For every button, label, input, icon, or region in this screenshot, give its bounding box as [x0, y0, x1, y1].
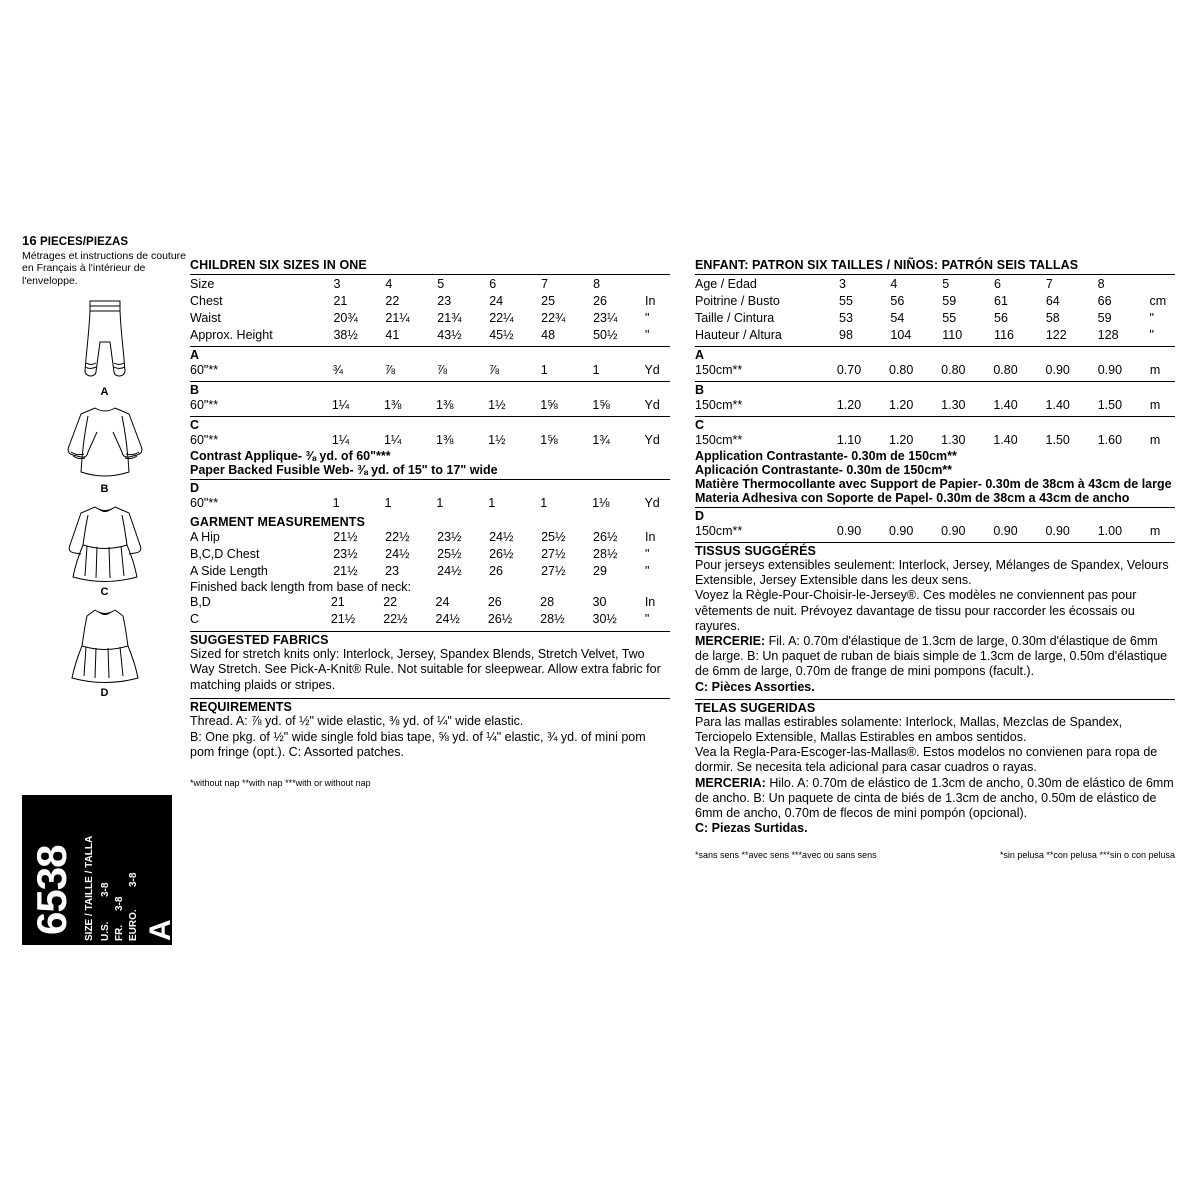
- euro-label: EURO.: [128, 909, 139, 941]
- unit-cell: ": [1149, 328, 1154, 342]
- cell: 1: [384, 496, 392, 510]
- cell: 1: [488, 496, 496, 510]
- view-b-name-metric: B: [695, 383, 705, 397]
- figure-b: [22, 402, 187, 495]
- view-b-yardage: [190, 397, 670, 414]
- cell: 8: [593, 277, 601, 291]
- figure-d: [22, 602, 187, 699]
- unit-cell: Yd: [644, 398, 660, 412]
- english-spec-table: [190, 258, 670, 788]
- cell: 22½: [383, 612, 408, 626]
- table-row: [695, 397, 1175, 414]
- size-labels: [82, 801, 177, 941]
- row-label: B,C,D Chest: [190, 547, 260, 561]
- cell: 26: [489, 564, 504, 578]
- table-row: [190, 495, 670, 512]
- cell: 23: [385, 564, 400, 578]
- pieces-label: PIECES/PIEZAS: [39, 236, 129, 248]
- merceria-c-line: C: Piezas Surtidas.: [695, 821, 808, 836]
- cell: 1¼: [331, 398, 350, 412]
- cell: 116: [994, 328, 1014, 342]
- pattern-number-block: [22, 795, 177, 945]
- unit-cell: ": [645, 547, 650, 561]
- english-footnotes: *without nap **with nap ***with or without nap: [190, 778, 371, 789]
- table-row: [190, 563, 670, 580]
- cell: 24: [435, 595, 450, 609]
- cell: 1.50: [1045, 433, 1070, 447]
- cell: 122: [1045, 328, 1067, 342]
- cell: 21¼: [385, 311, 410, 325]
- english-table-title: CHILDREN SIX SIZES IN ONE: [190, 258, 367, 272]
- table-row: [190, 529, 670, 546]
- cell: 21: [333, 294, 348, 308]
- cell: 25: [541, 294, 556, 308]
- footnotes-fr: *sans sens **avec sens ***avec ou sans sens: [695, 850, 877, 861]
- cell: 6: [489, 277, 497, 291]
- cell: 22: [383, 595, 398, 609]
- cell: ¾: [332, 363, 344, 377]
- row-label: Chest: [190, 294, 223, 308]
- cell: 59: [942, 294, 957, 308]
- cell: 55: [839, 294, 853, 308]
- euro-range: 3-8: [128, 872, 139, 887]
- cell: 1.50: [1097, 398, 1123, 412]
- unit-cell: m: [1149, 524, 1161, 538]
- unit-cell: [1150, 276, 1175, 293]
- pieces-count-line: [22, 233, 187, 248]
- cell: 28½: [540, 612, 565, 626]
- suggested-fabrics-title: SUGGESTED FABRICS: [190, 633, 329, 647]
- unit-cell: ": [1149, 311, 1154, 325]
- figure-c: [22, 499, 187, 598]
- row-label: Approx. Height: [190, 328, 273, 342]
- cell: 3: [839, 277, 846, 291]
- cell: 0.90: [993, 524, 1018, 538]
- cell: 28½: [593, 547, 618, 561]
- requirements-line-2: B: One pkg. of ½" wide single fold bias tape, ⅝ yd. of ¼" elastic, ¾ yd. of mini pom pom fringe (opt.). C: Assorted patches.: [190, 729, 646, 760]
- view-c-metrage: [695, 432, 1175, 449]
- tissus-suggeres-title: TISSUS SUGGÉRÉS: [695, 544, 816, 558]
- table-row: [695, 362, 1175, 379]
- unit-cell: In: [644, 595, 656, 609]
- cell: 7: [1045, 277, 1053, 291]
- cell: 22¾: [541, 311, 566, 325]
- contrast-applique-es: Aplicación Contrastante- 0.30m de 150cm**: [695, 463, 953, 477]
- cell: 23¼: [593, 311, 618, 325]
- suggested-fabrics-text: Sized for stretch knits only: Interlock, Jersey, Spandex Blends, Stretch Velvet, Two Way Stretch. See Pick-A-Knit® Rule. Not suitable for sleepwear. Allow extra fabric for matching plaids or stripes.: [190, 647, 661, 692]
- table-row: [190, 397, 670, 414]
- cell: 1¼: [331, 433, 350, 447]
- cell: 21: [330, 595, 345, 609]
- fabric-width: 60"**: [190, 433, 219, 447]
- cell: 0.90: [1097, 363, 1123, 377]
- mercerie-c-line: C: Pièces Assorties.: [695, 679, 815, 694]
- cell: 23: [437, 294, 452, 308]
- cell: 7: [541, 277, 549, 291]
- cell: 25½: [437, 547, 462, 561]
- unit-cell: cm: [1149, 294, 1167, 308]
- cell: 30½: [592, 612, 617, 626]
- fabric-width: 150cm**: [695, 398, 743, 412]
- cell: 0.90: [836, 524, 862, 538]
- table-row: [695, 432, 1175, 449]
- view-b-metrage: [695, 397, 1175, 414]
- cell: 22½: [385, 530, 410, 544]
- cell: 1⅝: [540, 398, 558, 412]
- cell: 1: [540, 496, 548, 510]
- row-label: Age / Edad: [695, 277, 757, 291]
- cell: 24½: [435, 612, 460, 626]
- cell: ⅞: [436, 363, 448, 377]
- cell: 21½: [333, 564, 358, 578]
- row-label: A Side Length: [190, 564, 268, 578]
- table-row: [190, 327, 670, 344]
- cell: 22: [385, 294, 400, 308]
- footnotes-es: *sin pelusa **con pelusa ***sin o con pelusa: [999, 850, 1175, 861]
- cell: 110: [942, 328, 963, 342]
- figure-c-label: C: [100, 586, 109, 599]
- fabric-width: 60"**: [190, 496, 219, 510]
- view-a-name: A: [190, 348, 200, 362]
- tissus-suggeres-text: Pour jerseys extensibles seulement: Interlock, Jersey, Mélanges de Spandex, Velours Extensible, Jersey Extensible dans les deux sens.: [695, 558, 1169, 588]
- cell: 21½: [330, 612, 356, 626]
- row-label: Size: [190, 277, 215, 291]
- unit-cell: m: [1149, 363, 1161, 377]
- cell: 1.60: [1097, 433, 1123, 447]
- requirements-title: REQUIREMENTS: [190, 700, 292, 715]
- cell: 30: [592, 595, 607, 609]
- cell: 3: [333, 277, 341, 291]
- cell: 0.90: [1045, 363, 1070, 377]
- cell: 27½: [541, 547, 566, 561]
- french-spanish-spec-table: [695, 258, 1175, 860]
- unit-cell: [645, 276, 670, 293]
- cell: 24½: [385, 547, 410, 561]
- long-sleeve-dress-illustration: [51, 499, 159, 585]
- fr-range: 3-8: [114, 896, 125, 911]
- metric-size-table: [695, 276, 1175, 344]
- cell: ⅞: [384, 363, 396, 377]
- unit-cell: Yd: [644, 496, 660, 510]
- mercerie-text: Fil. A: 0.70m d'élastique de 1.3cm de large, 0.30m d'élastique de 6mm de large. B: Un paquet de ruban de biais simple de 1.3cm de large, 0.50m d'élastique de 6mm de large, 0.70m de frange de mini pompons (facult.).: [695, 634, 1168, 679]
- cell: 1.30: [941, 398, 966, 412]
- unit-cell: m: [1149, 433, 1161, 447]
- cell: 104: [890, 328, 912, 342]
- leggings-illustration: [60, 297, 150, 385]
- cell: 1.40: [993, 398, 1018, 412]
- unit-cell: Yd: [644, 363, 660, 377]
- table-row: [190, 594, 670, 611]
- table-row: [695, 276, 1175, 293]
- size-label: SIZE / TAILLE / TALLA: [84, 835, 95, 941]
- requirements-line-1: Thread. A: ⅞ yd. of ½" wide elastic, ⅜ yd. of ¼" wide elastic.: [190, 714, 524, 729]
- cell: 0.80: [941, 363, 966, 377]
- cell: 24½: [437, 564, 462, 578]
- cell: 21½: [333, 530, 358, 544]
- cell: 38½: [333, 328, 358, 342]
- cell: 0.90: [889, 524, 914, 538]
- cell: 26½: [593, 530, 618, 544]
- cell: 1: [592, 363, 600, 377]
- cell: 98: [839, 328, 853, 342]
- view-c-yardage: [190, 432, 670, 449]
- cell: 5: [942, 277, 950, 291]
- figure-list: [22, 297, 187, 699]
- cell: 1.30: [941, 433, 966, 447]
- telas-sugeridas-text: Para las mallas estirables solamente: Interlock, Mallas, Mezclas de Spandex, Terciopelo Extensible, Mallas Estirables en ambos sentidos.: [695, 714, 1123, 745]
- cell: 56: [994, 311, 1008, 325]
- view-a-yardage: [190, 362, 670, 379]
- cell: 1: [540, 363, 548, 377]
- cell: 43½: [437, 328, 462, 342]
- french-note: Métrages et instructions de couture en Français à l'intérieur de l'enveloppe.: [22, 250, 187, 287]
- cell: 66: [1097, 294, 1112, 308]
- cell: 22¼: [489, 311, 514, 325]
- cell: 1¾: [592, 433, 610, 447]
- cell: 21¾: [437, 311, 462, 325]
- cell: 55: [942, 311, 957, 325]
- contrast-applique-fr: Application Contrastante- 0.30m de 150cm**: [695, 449, 957, 463]
- cell: 25½: [541, 530, 566, 544]
- table-row: [695, 327, 1175, 344]
- cell: 1: [332, 496, 340, 510]
- cell: 8: [1097, 277, 1105, 291]
- cell: 1: [436, 496, 444, 510]
- tissus-suggeres-note: Voyez la Règle-Pour-Choisir-le-Jersey®. Ces modèles ne conviennent pas pour vêtements de nuit. Prévoyez davantage de tissu pour raccorder les écossais ou rayures.: [695, 588, 1137, 633]
- cell: 26: [593, 294, 607, 308]
- row-label: Poitrine / Busto: [695, 294, 780, 308]
- cell: 1.10: [836, 433, 862, 447]
- view-a-metrage: [695, 362, 1175, 379]
- cell: 61: [994, 294, 1008, 308]
- cell: 26: [487, 595, 502, 609]
- table-row: [190, 293, 670, 310]
- view-c-name-metric: C: [695, 418, 705, 432]
- cell: 1.40: [993, 433, 1018, 447]
- metric-footnotes: [695, 850, 1175, 860]
- cell: 50½: [593, 328, 618, 342]
- fr-label: FR.: [114, 924, 125, 941]
- cell: 0.80: [889, 363, 914, 377]
- figure-b-label: B: [100, 483, 109, 496]
- unit-cell: Yd: [644, 433, 660, 447]
- table-row: [190, 276, 670, 293]
- fusible-web-es: Materia Adhesiva con Soporte de Papel- 0.30m de 38cm a 43cm de ancho: [695, 491, 1130, 505]
- figure-d-label: D: [100, 687, 109, 700]
- table-row: [695, 310, 1175, 327]
- pieces-count: 16: [22, 233, 37, 248]
- cell: 1½: [488, 398, 506, 412]
- cell: 58: [1045, 311, 1060, 325]
- unit-cell: ": [644, 311, 650, 325]
- unit-cell: ": [644, 612, 650, 626]
- cell: 56: [890, 294, 905, 308]
- view-d-name: D: [190, 481, 200, 495]
- table-row: [190, 362, 670, 379]
- cell: 48: [541, 328, 556, 342]
- cell: 0.70: [836, 363, 862, 377]
- cell: 54: [890, 311, 905, 325]
- french-spanish-table-title: ENFANT: PATRON SIX TAILLES / NIÑOS: PATRÓN SEIS TALLAS: [695, 258, 1079, 272]
- cell: 20¾: [333, 311, 358, 325]
- view-c-name: C: [190, 418, 200, 432]
- cell: 24: [489, 294, 504, 308]
- cell: ⅞: [488, 363, 500, 377]
- cell: 1.20: [889, 433, 914, 447]
- cell: 0.90: [1045, 524, 1070, 538]
- fabric-width: 150cm**: [695, 433, 743, 447]
- size-letter: A: [144, 919, 177, 941]
- cell: 27½: [541, 564, 566, 578]
- mercerie-label: MERCERIE:: [695, 634, 766, 649]
- fabric-width: 150cm**: [695, 524, 743, 538]
- cell: 1⅛: [592, 496, 610, 510]
- cell: 4: [385, 277, 393, 291]
- row-label: Waist: [190, 311, 221, 325]
- cell: 23½: [333, 547, 358, 561]
- row-label: Hauteur / Altura: [695, 328, 782, 342]
- view-d-yardage: [190, 495, 670, 512]
- fusible-web-line: Paper Backed Fusible Web- ⅜ yd. of 15" to 17" wide: [190, 463, 498, 477]
- cell: 1.20: [889, 398, 914, 412]
- cell: 128: [1097, 328, 1119, 342]
- figure-a: [22, 297, 187, 398]
- finished-length-note: Finished back length from base of neck:: [190, 580, 411, 594]
- unit-cell: ": [644, 328, 650, 342]
- row-label: B,D: [190, 595, 211, 609]
- table-row: [190, 546, 670, 563]
- cell: 1⅝: [540, 433, 558, 447]
- cell: 0.80: [993, 363, 1018, 377]
- unit-cell: ": [645, 564, 650, 578]
- garment-measurements-title: GARMENT MEASUREMENTS: [190, 515, 365, 529]
- contrast-applique-line: Contrast Applique- ⅜ yd. of 60"***: [190, 449, 391, 463]
- cell: 1⅜: [383, 398, 402, 412]
- merceria-label: MERCERIA:: [695, 775, 766, 790]
- cell: 5: [437, 277, 445, 291]
- view-d-metrage: [695, 523, 1175, 540]
- cell: 59: [1097, 311, 1112, 325]
- cell: 6: [994, 277, 1001, 291]
- row-label: C: [190, 612, 200, 626]
- telas-sugeridas-note: Vea la Regla-Para-Escoger-las-Mallas®. Estos modelos no convienen para ropa de dormir. Se necesita tela adicional para casar cuadros o rayas.: [695, 745, 1158, 775]
- view-d-name-metric: D: [695, 509, 705, 523]
- cell: 23½: [437, 530, 462, 544]
- cell: 64: [1045, 294, 1060, 308]
- mercerie-line: [695, 634, 1175, 680]
- cell: 0.90: [941, 524, 966, 538]
- us-label: U.S.: [100, 921, 111, 941]
- cell: 45½: [489, 328, 514, 342]
- merceria-line: [695, 776, 1175, 822]
- sleeveless-dress-illustration: [51, 602, 159, 686]
- row-label: A Hip: [190, 530, 220, 544]
- merceria-text: Hilo. A: 0.70m de elástico de 1.3cm de ancho, 0.30m de elástico de 6mm de ancho. B: Un paquete de cinta de biés de 1.3cm de ancho, 0.50m de elástico de 6mm de ancho, 0.70m de flecos de mini pompón (opcional).: [695, 775, 1174, 821]
- left-panel: [22, 233, 187, 703]
- table-row: [190, 310, 670, 327]
- fabric-width: 60"**: [190, 398, 219, 412]
- view-a-name-metric: A: [695, 348, 705, 362]
- table-row: [190, 611, 670, 628]
- fabric-width: 150cm**: [695, 363, 743, 377]
- unit-cell: m: [1149, 398, 1161, 412]
- table-row: [695, 293, 1175, 310]
- cell: 1¼: [383, 433, 402, 447]
- cell: 1.00: [1097, 524, 1123, 538]
- cell: 4: [890, 277, 898, 291]
- table-row: [190, 432, 670, 449]
- english-size-table: [190, 276, 670, 344]
- cell: 26½: [489, 547, 514, 561]
- figure-a-label: A: [100, 386, 109, 399]
- table-row: [695, 523, 1175, 540]
- row-label: Taille / Cintura: [695, 311, 775, 325]
- pattern-number: 6538: [28, 845, 75, 935]
- view-b-name: B: [190, 383, 200, 397]
- cell: 24½: [489, 530, 514, 544]
- cell: 1⅜: [436, 433, 454, 447]
- cell: 1⅝: [592, 398, 610, 412]
- cell: 1⅜: [436, 398, 454, 412]
- cell: 28: [540, 595, 555, 609]
- finished-length-table: [190, 594, 670, 628]
- unit-cell: In: [644, 294, 656, 308]
- us-range: 3-8: [100, 882, 111, 897]
- cell: 41: [385, 328, 400, 342]
- garment-measurements-table: [190, 529, 670, 580]
- cell: 53: [839, 311, 853, 325]
- fusible-web-fr: Matière Thermocollante avec Support de Papier- 0.30m de 38cm à 43cm de large: [695, 477, 1172, 491]
- cell: 1½: [488, 433, 506, 447]
- cell: 26½: [487, 612, 513, 626]
- cell: 29: [593, 564, 607, 578]
- long-sleeve-tunic-illustration: [51, 402, 159, 482]
- fabric-width: 60"**: [190, 363, 219, 377]
- cell: 1.40: [1045, 398, 1070, 412]
- unit-cell: In: [645, 530, 656, 544]
- cell: 1.20: [836, 398, 862, 412]
- telas-sugeridas-title: TELAS SUGERIDAS: [695, 700, 816, 715]
